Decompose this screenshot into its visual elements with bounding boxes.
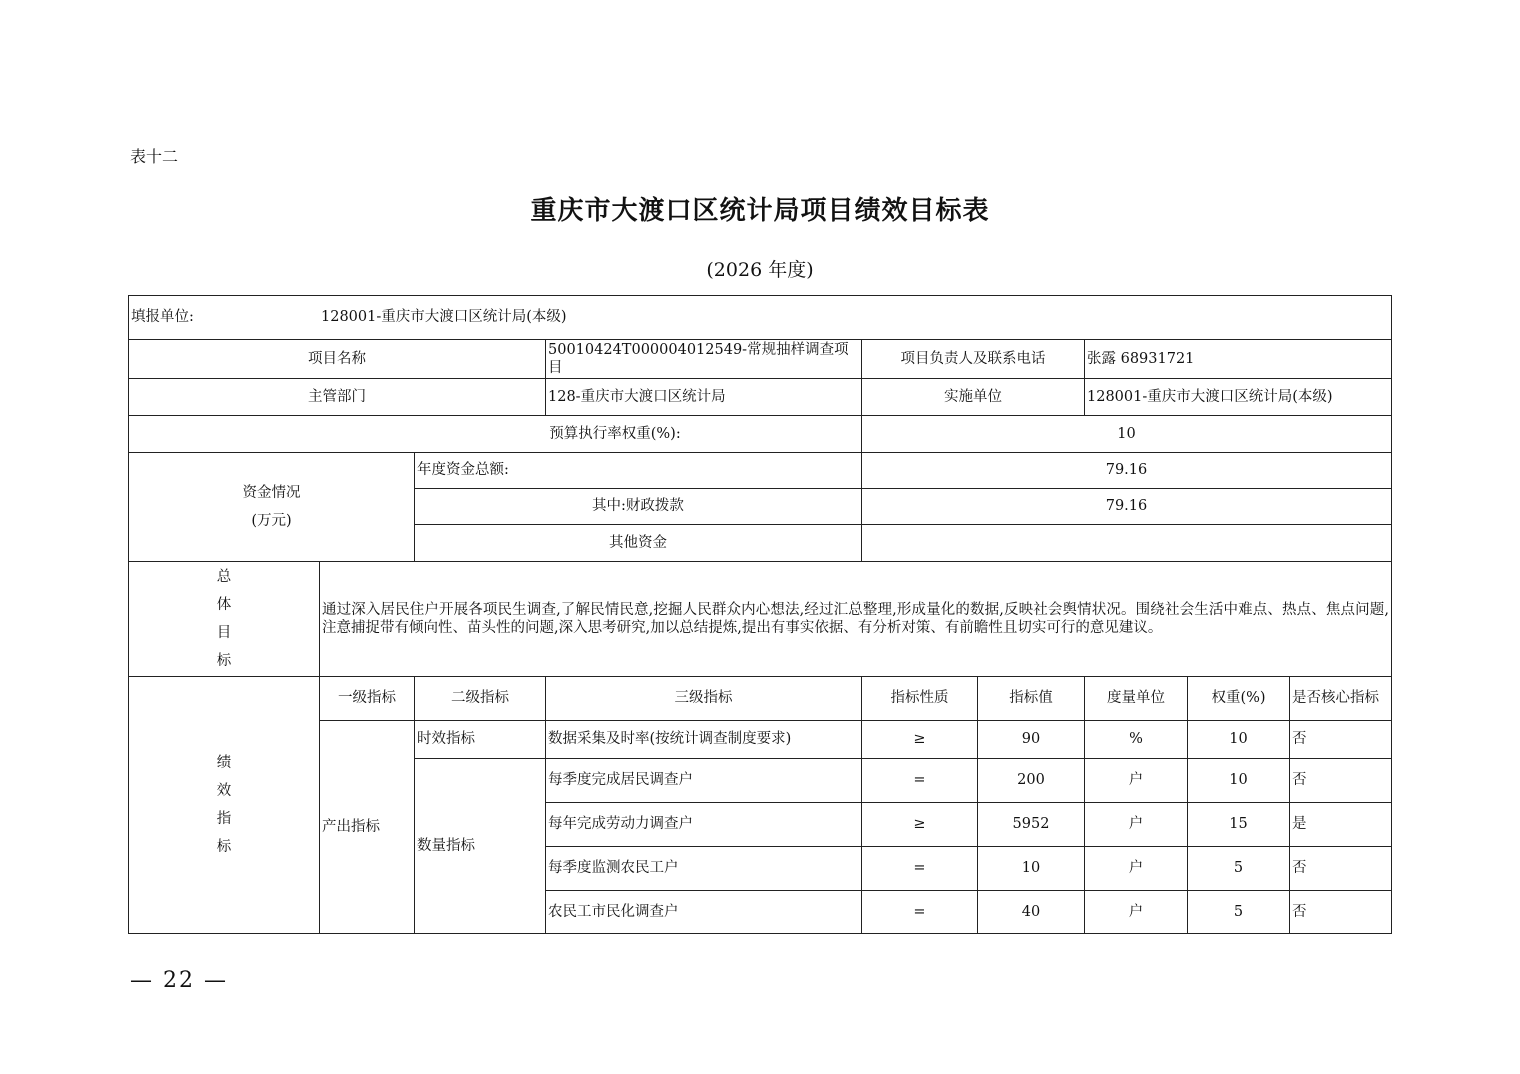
header-level3: 三级指标 xyxy=(546,677,862,721)
project-name-label: 项目名称 xyxy=(129,340,546,379)
funds-label-line2: (万元) xyxy=(251,513,292,529)
filing-unit-value: 128001-重庆市大渡口区统计局(本级) xyxy=(321,309,567,326)
budget-weight-label-text: 预算执行率权重(%): xyxy=(549,425,681,442)
project-name-row xyxy=(129,340,1392,379)
contact-label: 项目负责人及联系电话 xyxy=(862,340,1085,379)
budget-weight-row xyxy=(129,416,1392,453)
annual-total-row xyxy=(129,453,1392,489)
header-level2: 二级指标 xyxy=(415,677,546,721)
header-core: 是否核心指标 xyxy=(1290,677,1392,721)
indicator-nature: = xyxy=(862,847,978,891)
budget-weight-label xyxy=(129,416,862,453)
other-funds-label: 其他资金 xyxy=(415,525,862,562)
overall-goal-label xyxy=(129,562,320,677)
overall-goal-text: 通过深入居民住户开展各项民生调查,了解民情民意,挖掘人民群众内心想法,经过汇总整理,形成量化的数据,反映社会舆情状况。围绕社会生活中难点、热点、焦点问题,注意捕捉带有倾向性、苗头性的问题,深入思考研究,加以总结提炼,提出有事实依据、有分析对策、有前瞻性且切实可行的意见建议。 xyxy=(320,562,1392,677)
level2-quantity: 数量指标 xyxy=(415,759,546,934)
other-funds-value xyxy=(862,525,1392,562)
document-subtitle: (2026 年度) xyxy=(706,259,814,281)
contact-value: 张露 68931721 xyxy=(1085,340,1392,379)
indicator-name: 数据采集及时率(按统计调查制度要求) xyxy=(546,721,862,759)
indicator-nature: ≥ xyxy=(862,721,978,759)
implementing-unit-label: 实施单位 xyxy=(862,379,1085,416)
indicator-core: 是 xyxy=(1290,803,1392,847)
overall-goal-row xyxy=(129,562,1392,677)
indicator-weight: 5 xyxy=(1188,847,1290,891)
indicator-weight: 5 xyxy=(1188,891,1290,934)
indicator-value: 10 xyxy=(978,847,1085,891)
page-number: — 22 — xyxy=(130,968,228,993)
indicator-core: 否 xyxy=(1290,891,1392,934)
fiscal-label: 其中:财政拨款 xyxy=(415,489,862,525)
indicator-name: 每季度监测农民工户 xyxy=(546,847,862,891)
department-value: 128-重庆市大渡口区统计局 xyxy=(546,379,862,416)
goal-label-char: 标 xyxy=(216,653,232,669)
indicator-weight: 15 xyxy=(1188,803,1290,847)
goal-label-char: 体 xyxy=(216,597,232,613)
indicator-weight: 10 xyxy=(1188,759,1290,803)
indicator-value: 200 xyxy=(978,759,1085,803)
funds-label xyxy=(129,453,415,562)
department-row xyxy=(129,379,1392,416)
indicator-label-char: 标 xyxy=(216,839,232,855)
indicator-core: 否 xyxy=(1290,721,1392,759)
implementing-unit-value: 128001-重庆市大渡口区统计局(本级) xyxy=(1085,379,1392,416)
indicator-label-char: 指 xyxy=(216,811,232,827)
performance-target-table xyxy=(128,295,1392,934)
indicator-value: 40 xyxy=(978,891,1085,934)
filing-unit-cell xyxy=(129,296,1392,340)
indicator-label-char: 效 xyxy=(216,783,232,799)
indicator-label-char: 绩 xyxy=(216,755,232,771)
indicator-name: 每季度完成居民调查户 xyxy=(546,759,862,803)
indicator-nature: ≥ xyxy=(862,803,978,847)
indicator-header-row xyxy=(129,677,1392,721)
indicator-nature: = xyxy=(862,891,978,934)
header-unit: 度量单位 xyxy=(1085,677,1188,721)
goal-label-char: 目 xyxy=(216,625,232,641)
annual-total-value: 79.16 xyxy=(862,453,1392,489)
goal-label-char: 总 xyxy=(216,569,232,585)
indicator-name: 农民工市民化调查户 xyxy=(546,891,862,934)
indicator-unit: 户 xyxy=(1085,759,1188,803)
indicator-unit: 户 xyxy=(1085,847,1188,891)
indicator-weight: 10 xyxy=(1188,721,1290,759)
filing-unit-label: 填报单位: xyxy=(131,309,194,326)
indicator-core: 否 xyxy=(1290,847,1392,891)
department-label: 主管部门 xyxy=(129,379,546,416)
indicator-value: 90 xyxy=(978,721,1085,759)
project-name-value: 50010424T000004012549-常规抽样调查项目 xyxy=(546,340,862,379)
indicator-core: 否 xyxy=(1290,759,1392,803)
annual-total-label: 年度资金总额: xyxy=(415,453,862,489)
level2-timeliness: 时效指标 xyxy=(415,721,546,759)
level1-output-indicator: 产出指标 xyxy=(320,721,415,934)
indicator-nature: = xyxy=(862,759,978,803)
table-number-label: 表十二 xyxy=(130,147,179,166)
funds-label-line1: 资金情况 xyxy=(242,485,301,501)
indicator-name: 每年完成劳动力调查户 xyxy=(546,803,862,847)
indicator-unit: % xyxy=(1085,721,1188,759)
fiscal-value: 79.16 xyxy=(862,489,1392,525)
budget-weight-value: 10 xyxy=(862,416,1392,453)
header-nature: 指标性质 xyxy=(862,677,978,721)
indicator-unit: 户 xyxy=(1085,891,1188,934)
document-title: 重庆市大渡口区统计局项目绩效目标表 xyxy=(530,196,990,226)
indicator-unit: 户 xyxy=(1085,803,1188,847)
header-weight: 权重(%) xyxy=(1188,677,1290,721)
filing-unit-row xyxy=(129,296,1392,340)
header-level1: 一级指标 xyxy=(320,677,415,721)
performance-indicator-label xyxy=(129,677,320,934)
indicator-value: 5952 xyxy=(978,803,1085,847)
header-value: 指标值 xyxy=(978,677,1085,721)
